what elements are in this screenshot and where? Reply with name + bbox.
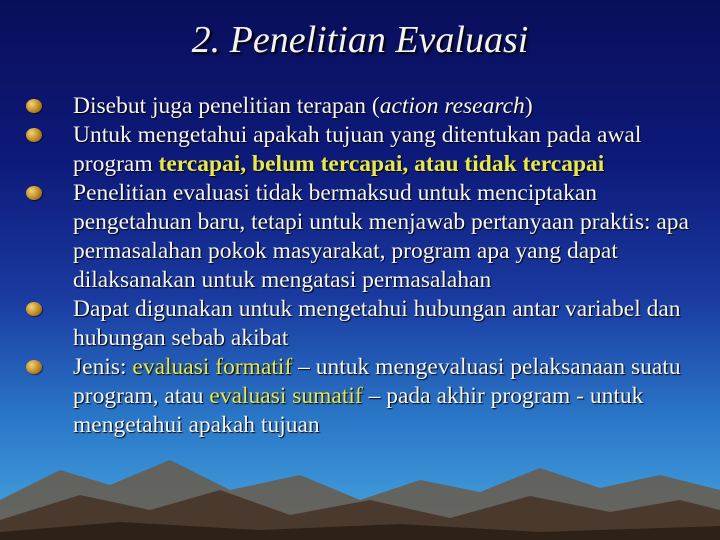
bullet-emphasis-text: tercapai, belum tercapai, atau tidak tercapai	[158, 151, 605, 177]
bullet-highlight-text: evaluasi formatif	[132, 354, 293, 380]
bullet-text: )	[524, 93, 533, 119]
bullet-text: Untuk mengetahui apakah tujuan yang ditentukan pada awal program	[73, 122, 642, 177]
list-item	[0, 295, 720, 353]
list-item	[0, 121, 720, 179]
bullet-highlight-text: evaluasi sumatif	[209, 383, 363, 409]
bullet-text: – untuk mengevaluasi pelaksanaan suatu program, atau	[73, 354, 681, 409]
bullet-text: Penelitian evaluasi tidak bermaksud untuk menciptakan pengetahuan baru, tetapi untuk menjawab pertanyaan praktis: apa permasalahan pokok masyarakat, program apa yang dapat dilaksanakan untuk mengatasi permasalahan	[73, 180, 689, 293]
mountain-landscape-decoration	[0, 430, 720, 540]
bullet-text: Dapat digunakan untuk mengetahui hubungan antar variabel dan hubungan sebab akibat	[73, 296, 681, 351]
bullet-text: – pada akhir program - untuk mengetahui apakah tujuan	[73, 383, 644, 438]
bullet-list	[0, 92, 720, 440]
list-item	[0, 92, 720, 121]
list-item	[0, 179, 720, 295]
bullet-icon	[26, 186, 42, 200]
bullet-text: Disebut juga penelitian terapan (	[73, 93, 380, 119]
bullet-text: Jenis:	[73, 354, 133, 380]
bullet-icon	[26, 360, 42, 374]
slide-title: 2. Penelitian Evaluasi	[191, 19, 529, 61]
bullet-italic-text: action research	[379, 93, 525, 119]
bullet-icon	[26, 302, 42, 316]
list-item	[0, 353, 720, 440]
bullet-icon	[26, 128, 42, 142]
bullet-icon	[26, 99, 42, 113]
